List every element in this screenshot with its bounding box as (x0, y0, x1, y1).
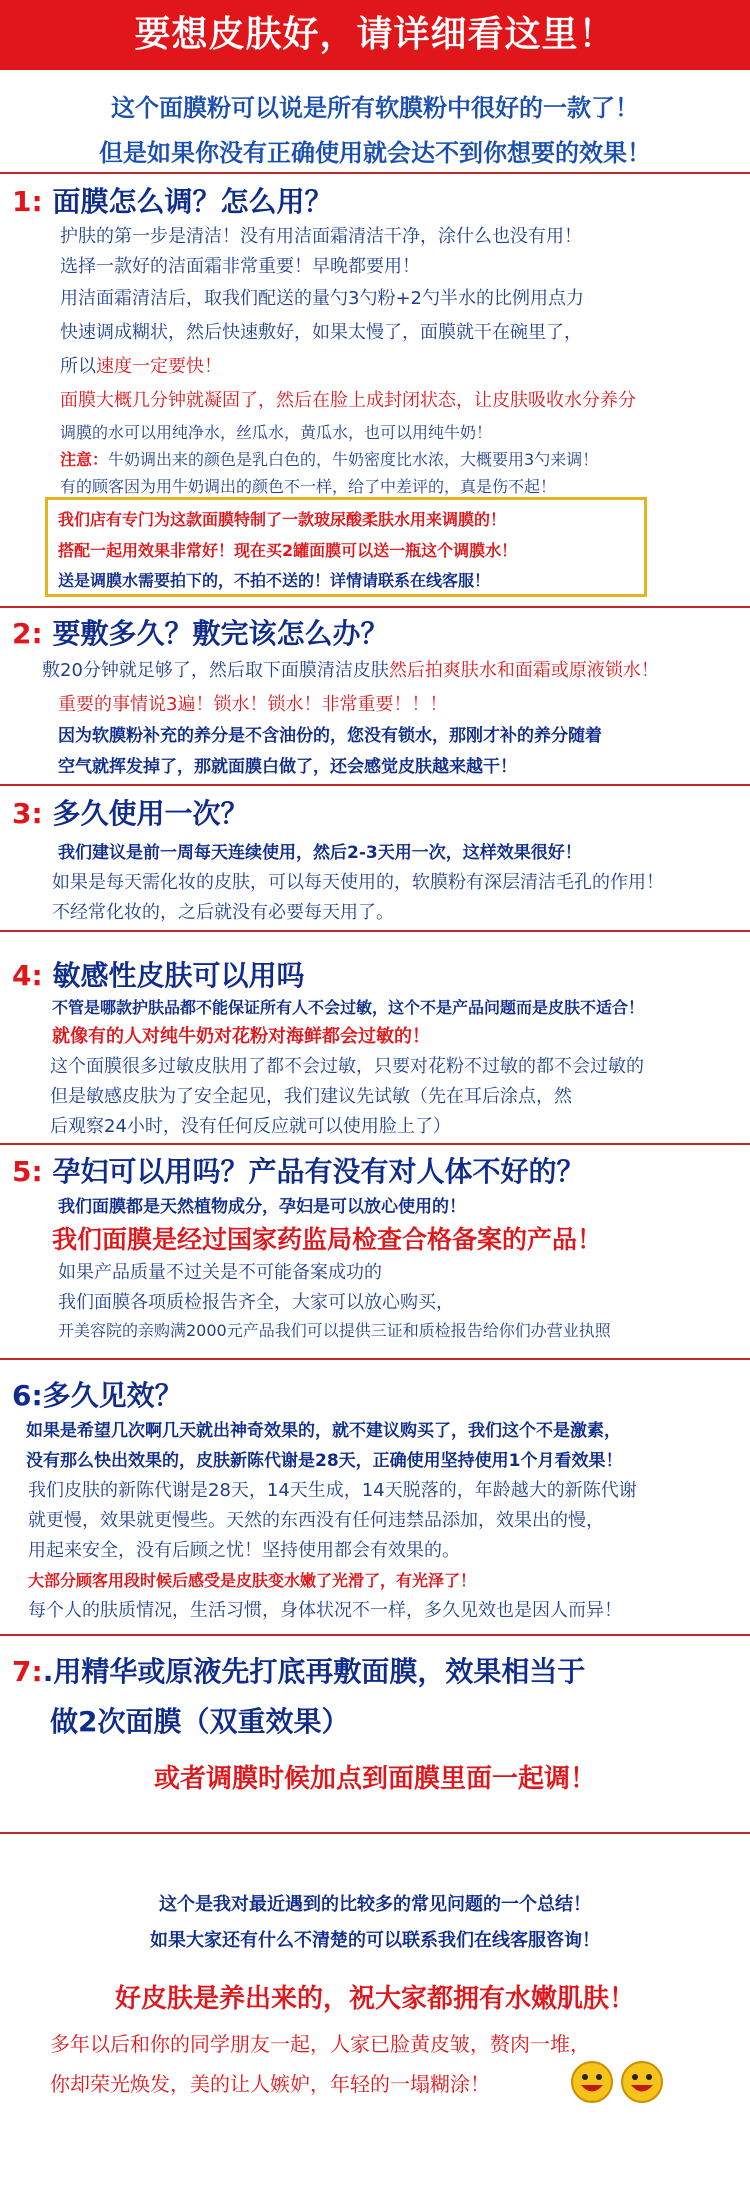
q4-line: 就像有的人对纯牛奶对花粉对海鲜都会过敏的！ (52, 1026, 430, 1047)
q5-number: 5: (12, 1155, 43, 1188)
q7-title: .用精华或原液先打底再敷面膜，效果相当于 (42, 1655, 586, 1688)
q4-line: 这个面膜很多过敏皮肤用了都不会过敏，只要对花粉不过敏的都不会过敏的 (50, 1056, 644, 1077)
q5-heading (12, 1150, 584, 1190)
q6-line: 如果是希望几次啊几天就出神奇效果的，就不建议购买了，我们这个不是激素， (26, 1421, 621, 1441)
closing-line: 多年以后和你的同学朋友一起，人家已脸黄皮皱，赘肉一堆， (50, 2032, 590, 2056)
q1-line-prefix: 所以 (60, 356, 96, 377)
q6-line: 每个人的肤质情况，生活习惯，身体状况不一样，多久见效也是因人而异！ (28, 1600, 622, 1621)
q6-line: 我们皮肤的新陈代谢是28天，14天生成，14天脱落的，年龄越大的新陈代谢 (28, 1480, 637, 1501)
q1-note-text: 牛奶调出来的颜色是乳白色的，牛奶密度比水浓，大概要用3勺来调！ (108, 450, 599, 469)
q7-number: 7: (12, 1655, 43, 1688)
closing-headline: 好皮肤是养出来的，祝大家都拥有水嫩肌肤！ (114, 1984, 635, 2014)
summary-line: 如果大家还有什么不清楚的可以联系我们在线客服咨询！ (150, 1930, 600, 1951)
q2-line: 因为软膜粉补充的养分是不含油份的，您没有锁水，那刚才补的养分随着 (58, 726, 602, 746)
q7-heading (12, 1650, 585, 1690)
q4-number: 4: (12, 959, 43, 992)
q2-line: 空气就挥发掉了，那就面膜白做了，还会感觉皮肤越来越干！ (58, 757, 517, 777)
smiley-icon (620, 2060, 664, 2104)
divider (0, 1634, 750, 1636)
divider (0, 1143, 750, 1145)
q4-title: 敏感性皮肤可以用吗 (52, 959, 305, 992)
q2-number: 2: (12, 617, 43, 650)
q4-line: 不管是哪款护肤品都不能保证所有人不会过敏，这个不是产品问题而是皮肤不适合！ (52, 998, 645, 1017)
q1-line: 调膜的水可以用纯净水，丝瓜水，黄瓜水，也可以用纯牛奶！ (60, 423, 493, 442)
q2-line-emphasis: 然后拍爽肤水和面霜或原液锁水！ (388, 660, 659, 681)
q2-line-part: 敷20分钟就足够了，然后取下面膜清洁皮肤 (42, 660, 389, 681)
q1-line-emphasis: 速度一定要快！ (96, 356, 222, 377)
q2-line (42, 656, 659, 682)
q5-line: 我们面膜各项质检报告齐全，大家可以放心购买， (58, 1292, 454, 1313)
q6-line: 就更慢，效果就更慢些。天然的东西没有任何违禁品添加，效果出的慢， (28, 1510, 604, 1531)
q5-line: 我们面膜是经过国家药监局检查合格备案的产品！ (52, 1225, 603, 1254)
q1-line: 面膜大概几分钟就凝固了，然后在脸上成封闭状态，让皮肤吸收水分养分 (60, 390, 636, 411)
intro-line-1: 这个面膜粉可以说是所有软膜粉中很好的一款了！ (111, 94, 639, 122)
q6-line: 用起来安全，没有后顾之忧！坚持使用都会有效果的。 (28, 1540, 460, 1561)
intro-line-2: 但是如果你没有正确使用就会达不到你想要的效果！ (99, 139, 651, 167)
divider (0, 930, 750, 932)
q4-heading (12, 954, 304, 994)
q5-line: 开美容院的亲购满2000元产品我们可以提供三证和质检报告给你们办营业执照 (58, 1321, 611, 1340)
notice-line: 搭配一起用效果非常好！现在买2罐面膜可以送一瓶这个调膜水！ (58, 541, 518, 560)
q1-heading (12, 180, 332, 220)
closing-line: 你却荣光焕发，美的让人嫉妒，年轻的一塌糊涂！ (50, 2072, 490, 2096)
q5-line: 我们面膜都是天然植物成分，孕妇是可以放心使用的！ (58, 1197, 466, 1217)
q7-line: 或者调膜时候加点到面膜里面一起调！ (153, 1764, 596, 1794)
q3-line: 我们建议是前一周每天连续使用，然后2-3天用一次，这样效果很好！ (58, 843, 582, 863)
notice-line: 我们店有专门为这款面膜特制了一款玻尿酸柔肤水用来调膜的！ (58, 510, 507, 529)
q3-heading (12, 792, 248, 832)
q1-line: 用洁面霜清洁后，取我们配送的量勺3勺粉+2勺半水的比例用点力 (60, 288, 584, 309)
q3-line: 如果是每天需化妆的皮肤，可以每天使用的，软膜粉有深层清洁毛孔的作用！ (52, 872, 664, 893)
divider (0, 172, 750, 174)
q3-number: 3: (12, 797, 43, 830)
q4-line: 后观察24小时，没有任何反应就可以使用脸上了） (50, 1116, 451, 1137)
q1-line: 护肤的第一步是清洁！没有用洁面霜清洁干净，涂什么也没有用！ (60, 226, 582, 247)
divider (0, 1358, 750, 1360)
q1-line (60, 352, 222, 378)
summary-line: 这个是我对最近遇到的比较多的常见问题的一个总结！ (159, 1894, 591, 1915)
q2-heading (12, 612, 388, 652)
q3-line: 不经常化妆的，之后就没有必要每天用了。 (52, 902, 394, 923)
notice-line: 送是调膜水需要拍下的，不拍不送的！详情请联系在线客服！ (58, 571, 491, 590)
q1-title: 面膜怎么调？怎么用？ (52, 185, 333, 218)
q1-number: 1: (12, 185, 43, 218)
q1-line: 有的顾客因为用牛奶调出的颜色不一样，给了中差评的，真是伤不起！ (60, 477, 557, 496)
q1-note-label: 注意： (60, 450, 109, 469)
divider (0, 606, 750, 608)
q7-line: 做2次面膜（双重效果） (50, 1705, 350, 1738)
divider (0, 784, 750, 786)
q2-line: 重要的事情说3遍！锁水！锁水！非常重要！！！ (58, 694, 448, 715)
q5-line: 如果产品质量不过关是不可能备案成功的 (58, 1262, 382, 1283)
page-banner: 要想皮肤好，请详细看这里！ (0, 0, 750, 70)
q6-line: 大部分顾客用段时候后感受是皮肤变水嫩了光滑了，有光泽了！ (28, 1571, 477, 1590)
q1-line (60, 447, 598, 470)
q2-title: 要敷多久？敷完该怎么办？ (52, 617, 389, 650)
smiley-icon (570, 2060, 614, 2104)
q4-line: 但是敏感皮肤为了安全起见，我们建议先试敏（先在耳后涂点，然 (50, 1086, 572, 1107)
q1-line: 选择一款好的洁面霜非常重要！早晚都要用！ (60, 256, 420, 277)
q6-heading: 6:多久见效？ (12, 1379, 183, 1412)
q6-line: 没有那么快出效果的，皮肤新陈代谢是28天，正确使用坚持使用1个月看效果！ (26, 1451, 623, 1471)
divider (0, 1832, 750, 1834)
q5-title: 孕妇可以用吗？产品有没有对人体不好的？ (52, 1155, 585, 1188)
q3-title: 多久使用一次？ (52, 797, 249, 830)
q1-line: 快速调成糊状，然后快速敷好，如果太慢了，面膜就干在碗里了， (60, 322, 582, 343)
